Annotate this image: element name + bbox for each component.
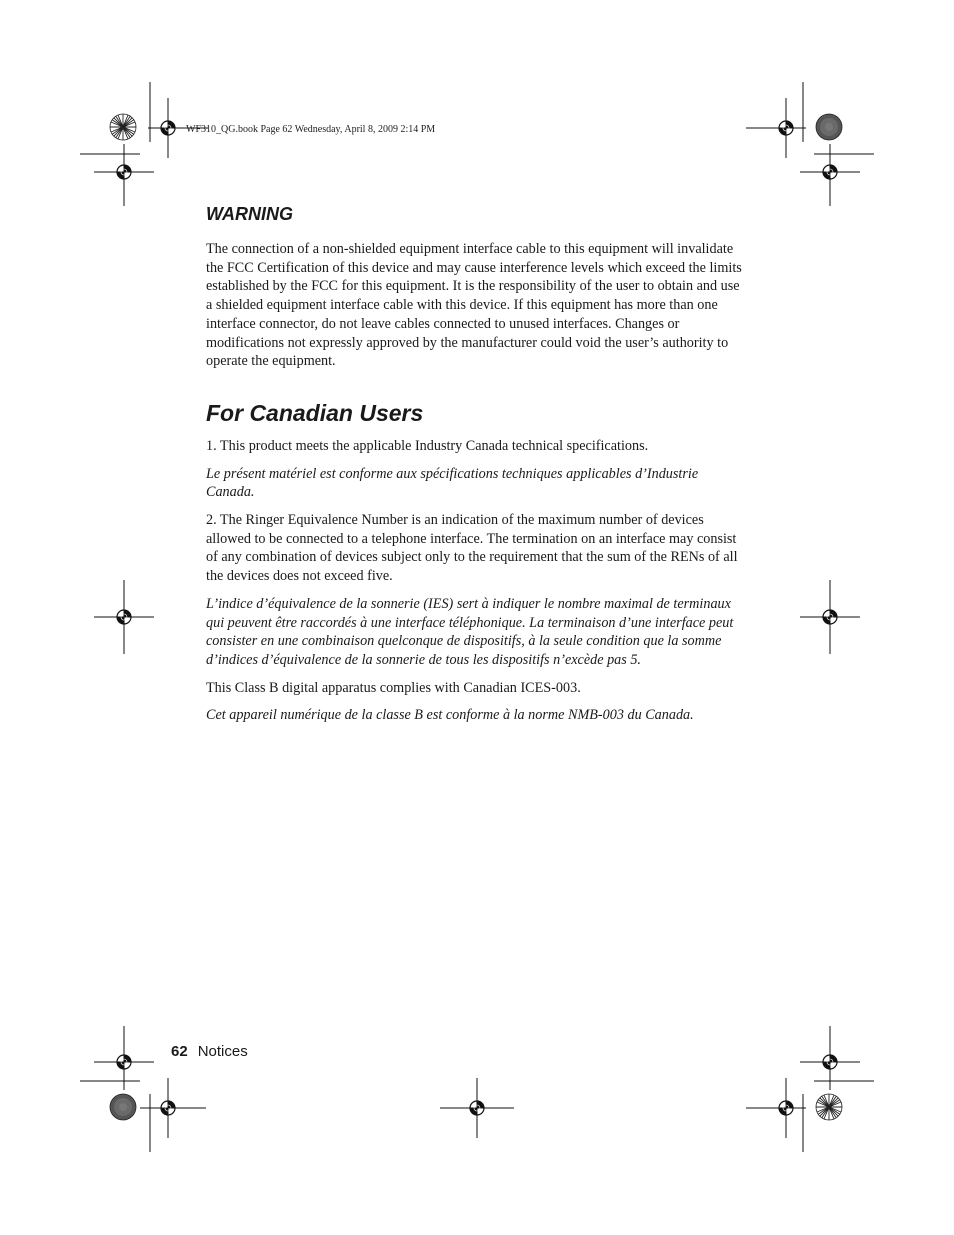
warning-body: The connection of a non-shielded equipment interface cable to this equipment will invalidate the FCC Certification of this device and may cause interference levels which exceed the limits established by the FCC for this equipment. It is the responsibility of the user to obtain and use a shielded equipment interface cable with this device. If this equipment has more than one interface connector, do not leave cables connected to unused interfaces. Changes or modifications not expressly approved by the manufacturer could void the user’s authority to operate the equipment. <box>206 241 742 370</box>
footer-section-title: Notices <box>197 1043 248 1060</box>
paragraph-2-french: L’indice d’équivalence de la sonnerie (IES) sert à indiquer le nombre maximal de terminaux qui peuvent être raccordés à une interface téléphonique. La terminaison d’une interface peut consister en une combinaison quelconque de dispositifs, à la seule condition que la somme d’indices d’équivalence de la sonnerie de tous les dispositifs n’excède pas 5. <box>206 595 734 668</box>
page-footer <box>171 1043 248 1060</box>
paragraph-3: This Class B digital apparatus complies with Canadian ICES-003. <box>206 679 581 696</box>
paragraph-1-french: Le présent matériel est conforme aux spécifications techniques applicables d’Industrie Canada. <box>206 465 699 501</box>
page-number: 62 <box>171 1043 188 1060</box>
paragraph-1: 1. This product meets the applicable Industry Canada technical specifications. <box>206 437 649 454</box>
warning-heading: WARNING <box>206 204 293 224</box>
book-slug: WF310_QG.book Page 62 Wednesday, April 8, 2009 2:14 PM <box>186 124 436 135</box>
canadian-users-heading: For Canadian Users <box>206 399 424 426</box>
page-content <box>206 203 746 725</box>
paragraph-2: 2. The Ringer Equivalence Number is an indication of the maximum number of devices allowed to be connected to a telephone interface. The termination on an interface may consist of any combination of devices subject only to the requirement that the sum of the RENs of all the devices does not exceed five. <box>206 512 738 585</box>
paragraph-3-french: Cet appareil numérique de la classe B est conforme à la norme NMB-003 du Canada. <box>206 707 694 724</box>
